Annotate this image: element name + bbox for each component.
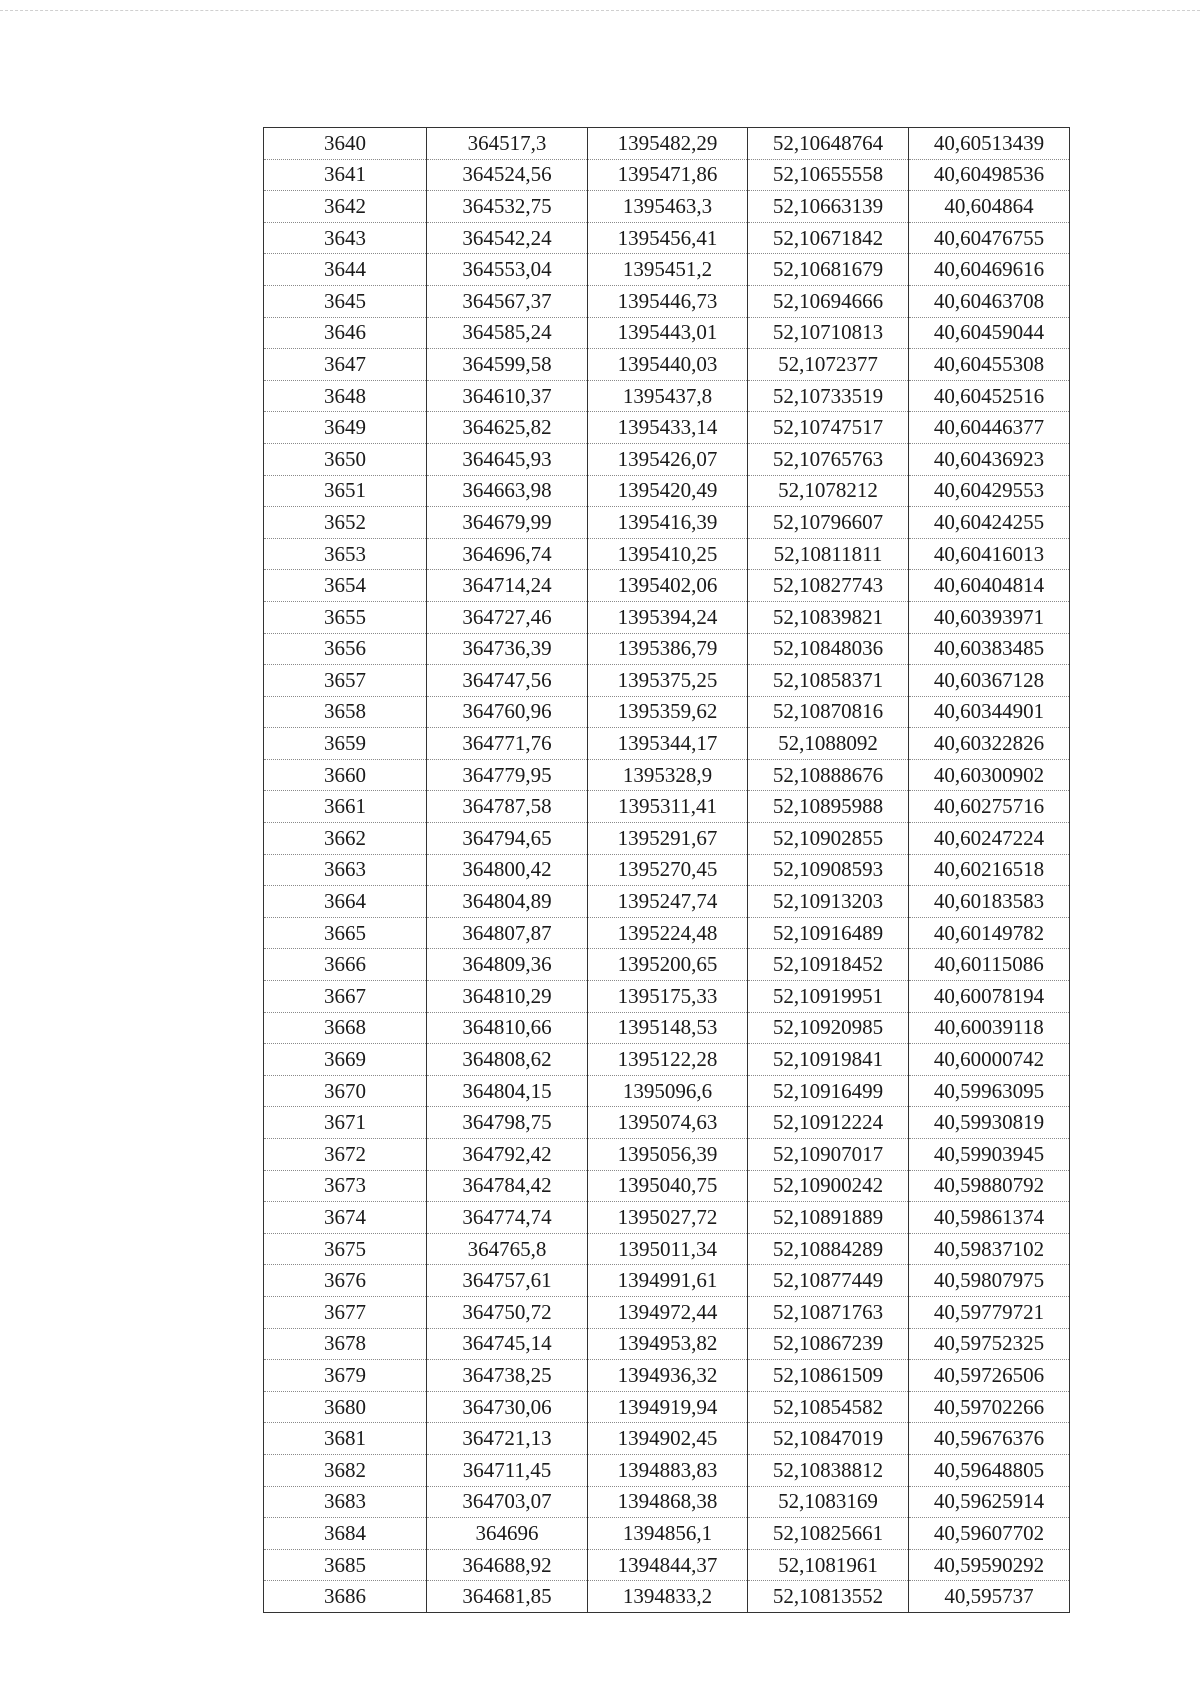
point-number-cell: 3668	[264, 1012, 427, 1044]
y-coordinate-cell: 1395416,39	[588, 507, 748, 539]
longitude-cell: 40,60498536	[909, 159, 1070, 191]
table-row	[264, 317, 1070, 349]
point-number-cell: 3682	[264, 1454, 427, 1486]
y-coordinate-cell: 1395402,06	[588, 570, 748, 602]
point-number-cell: 3643	[264, 222, 427, 254]
y-coordinate-cell: 1395471,86	[588, 159, 748, 191]
latitude-cell: 52,10913203	[748, 886, 909, 918]
latitude-cell: 52,10839821	[748, 601, 909, 633]
x-coordinate-cell: 364681,85	[427, 1581, 588, 1613]
longitude-cell: 40,60469616	[909, 254, 1070, 286]
point-number-cell: 3681	[264, 1423, 427, 1455]
point-number-cell: 3660	[264, 759, 427, 791]
latitude-cell: 52,10870816	[748, 696, 909, 728]
table-row	[264, 538, 1070, 570]
coordinates-table	[263, 127, 1070, 1613]
table-row	[264, 1296, 1070, 1328]
latitude-cell: 52,10895988	[748, 791, 909, 823]
point-number-cell: 3673	[264, 1170, 427, 1202]
point-number-cell: 3658	[264, 696, 427, 728]
point-number-cell: 3677	[264, 1296, 427, 1328]
point-number-cell: 3659	[264, 728, 427, 760]
point-number-cell: 3650	[264, 443, 427, 475]
longitude-cell: 40,59963095	[909, 1075, 1070, 1107]
longitude-cell: 40,60247224	[909, 823, 1070, 855]
x-coordinate-cell: 364792,42	[427, 1139, 588, 1171]
longitude-cell: 40,59607702	[909, 1518, 1070, 1550]
longitude-cell: 40,60216518	[909, 854, 1070, 886]
table-row	[264, 1549, 1070, 1581]
table-row	[264, 128, 1070, 160]
longitude-cell: 40,60039118	[909, 1012, 1070, 1044]
x-coordinate-cell: 364663,98	[427, 475, 588, 507]
y-coordinate-cell: 1395200,65	[588, 949, 748, 981]
longitude-cell: 40,60455308	[909, 349, 1070, 381]
latitude-cell: 52,10825661	[748, 1518, 909, 1550]
longitude-cell: 40,59880792	[909, 1170, 1070, 1202]
latitude-cell: 52,10919951	[748, 981, 909, 1013]
table-row	[264, 1233, 1070, 1265]
y-coordinate-cell: 1395443,01	[588, 317, 748, 349]
latitude-cell: 52,1078212	[748, 475, 909, 507]
y-coordinate-cell: 1395456,41	[588, 222, 748, 254]
latitude-cell: 52,10694666	[748, 285, 909, 317]
table-row	[264, 1423, 1070, 1455]
point-number-cell: 3672	[264, 1139, 427, 1171]
x-coordinate-cell: 364810,66	[427, 1012, 588, 1044]
table-row	[264, 412, 1070, 444]
x-coordinate-cell: 364794,65	[427, 823, 588, 855]
longitude-cell: 40,59903945	[909, 1139, 1070, 1171]
y-coordinate-cell: 1394844,37	[588, 1549, 748, 1581]
longitude-cell: 40,60367128	[909, 665, 1070, 697]
longitude-cell: 40,59807975	[909, 1265, 1070, 1297]
point-number-cell: 3649	[264, 412, 427, 444]
longitude-cell: 40,60393971	[909, 601, 1070, 633]
y-coordinate-cell: 1395040,75	[588, 1170, 748, 1202]
latitude-cell: 52,10902855	[748, 823, 909, 855]
point-number-cell: 3667	[264, 981, 427, 1013]
longitude-cell: 40,60275716	[909, 791, 1070, 823]
x-coordinate-cell: 364765,8	[427, 1233, 588, 1265]
point-number-cell: 3656	[264, 633, 427, 665]
x-coordinate-cell: 364730,06	[427, 1391, 588, 1423]
latitude-cell: 52,10854582	[748, 1391, 909, 1423]
point-number-cell: 3641	[264, 159, 427, 191]
point-number-cell: 3640	[264, 128, 427, 160]
y-coordinate-cell: 1395446,73	[588, 285, 748, 317]
point-number-cell: 3648	[264, 380, 427, 412]
table-row	[264, 696, 1070, 728]
point-number-cell: 3655	[264, 601, 427, 633]
latitude-cell: 52,10918452	[748, 949, 909, 981]
table-row	[264, 854, 1070, 886]
longitude-cell: 40,60452516	[909, 380, 1070, 412]
table-row	[264, 759, 1070, 791]
table-row	[264, 507, 1070, 539]
table-row	[264, 1454, 1070, 1486]
table-row	[264, 570, 1070, 602]
table-row	[264, 191, 1070, 223]
longitude-cell: 40,59861374	[909, 1202, 1070, 1234]
point-number-cell: 3684	[264, 1518, 427, 1550]
latitude-cell: 52,10891889	[748, 1202, 909, 1234]
y-coordinate-cell: 1395027,72	[588, 1202, 748, 1234]
longitude-cell: 40,59837102	[909, 1233, 1070, 1265]
latitude-cell: 52,1088092	[748, 728, 909, 760]
latitude-cell: 52,1081961	[748, 1549, 909, 1581]
longitude-cell: 40,59726506	[909, 1360, 1070, 1392]
point-number-cell: 3669	[264, 1044, 427, 1076]
x-coordinate-cell: 364809,36	[427, 949, 588, 981]
latitude-cell: 52,10796607	[748, 507, 909, 539]
latitude-cell: 52,10710813	[748, 317, 909, 349]
y-coordinate-cell: 1395270,45	[588, 854, 748, 886]
point-number-cell: 3642	[264, 191, 427, 223]
y-coordinate-cell: 1395375,25	[588, 665, 748, 697]
longitude-cell: 40,60459044	[909, 317, 1070, 349]
y-coordinate-cell: 1394919,94	[588, 1391, 748, 1423]
y-coordinate-cell: 1395426,07	[588, 443, 748, 475]
latitude-cell: 52,10827743	[748, 570, 909, 602]
x-coordinate-cell: 364714,24	[427, 570, 588, 602]
x-coordinate-cell: 364599,58	[427, 349, 588, 381]
table-row	[264, 1044, 1070, 1076]
x-coordinate-cell: 364798,75	[427, 1107, 588, 1139]
point-number-cell: 3683	[264, 1486, 427, 1518]
longitude-cell: 40,59648805	[909, 1454, 1070, 1486]
latitude-cell: 52,10871763	[748, 1296, 909, 1328]
y-coordinate-cell: 1395011,34	[588, 1233, 748, 1265]
table-row	[264, 728, 1070, 760]
longitude-cell: 40,60300902	[909, 759, 1070, 791]
x-coordinate-cell: 364774,74	[427, 1202, 588, 1234]
latitude-cell: 52,10919841	[748, 1044, 909, 1076]
y-coordinate-cell: 1395096,6	[588, 1075, 748, 1107]
point-number-cell: 3644	[264, 254, 427, 286]
x-coordinate-cell: 364738,25	[427, 1360, 588, 1392]
y-coordinate-cell: 1394856,1	[588, 1518, 748, 1550]
point-number-cell: 3674	[264, 1202, 427, 1234]
y-coordinate-cell: 1395344,17	[588, 728, 748, 760]
longitude-cell: 40,60513439	[909, 128, 1070, 160]
x-coordinate-cell: 364721,13	[427, 1423, 588, 1455]
x-coordinate-cell: 364800,42	[427, 854, 588, 886]
longitude-cell: 40,60000742	[909, 1044, 1070, 1076]
y-coordinate-cell: 1394833,2	[588, 1581, 748, 1613]
y-coordinate-cell: 1395440,03	[588, 349, 748, 381]
longitude-cell: 40,60322826	[909, 728, 1070, 760]
table-row	[264, 443, 1070, 475]
point-number-cell: 3670	[264, 1075, 427, 1107]
latitude-cell: 52,10912224	[748, 1107, 909, 1139]
x-coordinate-cell: 364757,61	[427, 1265, 588, 1297]
y-coordinate-cell: 1394883,83	[588, 1454, 748, 1486]
point-number-cell: 3679	[264, 1360, 427, 1392]
table-row	[264, 254, 1070, 286]
latitude-cell: 52,10655558	[748, 159, 909, 191]
longitude-cell: 40,604864	[909, 191, 1070, 223]
x-coordinate-cell: 364810,29	[427, 981, 588, 1013]
scan-top-edge	[0, 10, 1200, 11]
point-number-cell: 3671	[264, 1107, 427, 1139]
x-coordinate-cell: 364807,87	[427, 917, 588, 949]
longitude-cell: 40,60383485	[909, 633, 1070, 665]
longitude-cell: 40,60463708	[909, 285, 1070, 317]
x-coordinate-cell: 364727,46	[427, 601, 588, 633]
point-number-cell: 3651	[264, 475, 427, 507]
latitude-cell: 52,1072377	[748, 349, 909, 381]
point-number-cell: 3646	[264, 317, 427, 349]
y-coordinate-cell: 1395148,53	[588, 1012, 748, 1044]
x-coordinate-cell: 364688,92	[427, 1549, 588, 1581]
point-number-cell: 3657	[264, 665, 427, 697]
longitude-cell: 40,60416013	[909, 538, 1070, 570]
latitude-cell: 52,1083169	[748, 1486, 909, 1518]
longitude-cell: 40,59590292	[909, 1549, 1070, 1581]
x-coordinate-cell: 364745,14	[427, 1328, 588, 1360]
y-coordinate-cell: 1395420,49	[588, 475, 748, 507]
table-row	[264, 1391, 1070, 1423]
longitude-cell: 40,60404814	[909, 570, 1070, 602]
x-coordinate-cell: 364517,3	[427, 128, 588, 160]
y-coordinate-cell: 1394936,32	[588, 1360, 748, 1392]
table-row	[264, 159, 1070, 191]
longitude-cell: 40,60424255	[909, 507, 1070, 539]
y-coordinate-cell: 1394902,45	[588, 1423, 748, 1455]
table-row	[264, 665, 1070, 697]
table-row	[264, 823, 1070, 855]
table-row	[264, 1012, 1070, 1044]
y-coordinate-cell: 1395359,62	[588, 696, 748, 728]
y-coordinate-cell: 1395175,33	[588, 981, 748, 1013]
y-coordinate-cell: 1395463,3	[588, 191, 748, 223]
table-row	[264, 1075, 1070, 1107]
x-coordinate-cell: 364679,99	[427, 507, 588, 539]
x-coordinate-cell: 364542,24	[427, 222, 588, 254]
point-number-cell: 3652	[264, 507, 427, 539]
point-number-cell: 3676	[264, 1265, 427, 1297]
x-coordinate-cell: 364567,37	[427, 285, 588, 317]
point-number-cell: 3665	[264, 917, 427, 949]
table-row	[264, 222, 1070, 254]
table-row	[264, 1486, 1070, 1518]
latitude-cell: 52,10907017	[748, 1139, 909, 1171]
table-row	[264, 1360, 1070, 1392]
y-coordinate-cell: 1394991,61	[588, 1265, 748, 1297]
x-coordinate-cell: 364703,07	[427, 1486, 588, 1518]
latitude-cell: 52,10916499	[748, 1075, 909, 1107]
longitude-cell: 40,60183583	[909, 886, 1070, 918]
point-number-cell: 3662	[264, 823, 427, 855]
x-coordinate-cell: 364711,45	[427, 1454, 588, 1486]
longitude-cell: 40,60446377	[909, 412, 1070, 444]
table-row	[264, 1139, 1070, 1171]
longitude-cell: 40,60344901	[909, 696, 1070, 728]
x-coordinate-cell: 364696	[427, 1518, 588, 1550]
latitude-cell: 52,10920985	[748, 1012, 909, 1044]
y-coordinate-cell: 1395291,67	[588, 823, 748, 855]
point-number-cell: 3645	[264, 285, 427, 317]
latitude-cell: 52,10733519	[748, 380, 909, 412]
y-coordinate-cell: 1395247,74	[588, 886, 748, 918]
table-row	[264, 1107, 1070, 1139]
x-coordinate-cell: 364553,04	[427, 254, 588, 286]
longitude-cell: 40,60149782	[909, 917, 1070, 949]
y-coordinate-cell: 1395122,28	[588, 1044, 748, 1076]
longitude-cell: 40,60115086	[909, 949, 1070, 981]
table-body	[264, 128, 1070, 1613]
x-coordinate-cell: 364784,42	[427, 1170, 588, 1202]
point-number-cell: 3686	[264, 1581, 427, 1613]
x-coordinate-cell: 364804,15	[427, 1075, 588, 1107]
x-coordinate-cell: 364736,39	[427, 633, 588, 665]
y-coordinate-cell: 1395224,48	[588, 917, 748, 949]
table-row	[264, 285, 1070, 317]
latitude-cell: 52,10813552	[748, 1581, 909, 1613]
longitude-cell: 40,595737	[909, 1581, 1070, 1613]
x-coordinate-cell: 364771,76	[427, 728, 588, 760]
y-coordinate-cell: 1395386,79	[588, 633, 748, 665]
table-row	[264, 981, 1070, 1013]
x-coordinate-cell: 364779,95	[427, 759, 588, 791]
latitude-cell: 52,10877449	[748, 1265, 909, 1297]
table-row	[264, 601, 1070, 633]
latitude-cell: 52,10888676	[748, 759, 909, 791]
y-coordinate-cell: 1394868,38	[588, 1486, 748, 1518]
table-row	[264, 633, 1070, 665]
latitude-cell: 52,10848036	[748, 633, 909, 665]
x-coordinate-cell: 364610,37	[427, 380, 588, 412]
point-number-cell: 3680	[264, 1391, 427, 1423]
point-number-cell: 3647	[264, 349, 427, 381]
point-number-cell: 3678	[264, 1328, 427, 1360]
latitude-cell: 52,10847019	[748, 1423, 909, 1455]
x-coordinate-cell: 364532,75	[427, 191, 588, 223]
y-coordinate-cell: 1395311,41	[588, 791, 748, 823]
longitude-cell: 40,59752325	[909, 1328, 1070, 1360]
y-coordinate-cell: 1394953,82	[588, 1328, 748, 1360]
table-row	[264, 917, 1070, 949]
latitude-cell: 52,10663139	[748, 191, 909, 223]
y-coordinate-cell: 1395482,29	[588, 128, 748, 160]
latitude-cell: 52,10861509	[748, 1360, 909, 1392]
longitude-cell: 40,60436923	[909, 443, 1070, 475]
point-number-cell: 3663	[264, 854, 427, 886]
longitude-cell: 40,59702266	[909, 1391, 1070, 1423]
y-coordinate-cell: 1395074,63	[588, 1107, 748, 1139]
point-number-cell: 3661	[264, 791, 427, 823]
y-coordinate-cell: 1395410,25	[588, 538, 748, 570]
point-number-cell: 3666	[264, 949, 427, 981]
table-row	[264, 949, 1070, 981]
y-coordinate-cell: 1395394,24	[588, 601, 748, 633]
point-number-cell: 3675	[264, 1233, 427, 1265]
point-number-cell: 3664	[264, 886, 427, 918]
longitude-cell: 40,60476755	[909, 222, 1070, 254]
latitude-cell: 52,10858371	[748, 665, 909, 697]
y-coordinate-cell: 1395451,2	[588, 254, 748, 286]
y-coordinate-cell: 1395437,8	[588, 380, 748, 412]
latitude-cell: 52,10671842	[748, 222, 909, 254]
x-coordinate-cell: 364750,72	[427, 1296, 588, 1328]
x-coordinate-cell: 364804,89	[427, 886, 588, 918]
table-row	[264, 886, 1070, 918]
point-number-cell: 3653	[264, 538, 427, 570]
table-row	[264, 1518, 1070, 1550]
y-coordinate-cell: 1395433,14	[588, 412, 748, 444]
latitude-cell: 52,10884289	[748, 1233, 909, 1265]
latitude-cell: 52,10916489	[748, 917, 909, 949]
longitude-cell: 40,59930819	[909, 1107, 1070, 1139]
longitude-cell: 40,59676376	[909, 1423, 1070, 1455]
latitude-cell: 52,10900242	[748, 1170, 909, 1202]
latitude-cell: 52,10747517	[748, 412, 909, 444]
y-coordinate-cell: 1394972,44	[588, 1296, 748, 1328]
longitude-cell: 40,60429553	[909, 475, 1070, 507]
latitude-cell: 52,10648764	[748, 128, 909, 160]
latitude-cell: 52,10811811	[748, 538, 909, 570]
table-row	[264, 1581, 1070, 1613]
table-row	[264, 380, 1070, 412]
table-row	[264, 1328, 1070, 1360]
x-coordinate-cell: 364625,82	[427, 412, 588, 444]
latitude-cell: 52,10908593	[748, 854, 909, 886]
latitude-cell: 52,10681679	[748, 254, 909, 286]
table-row	[264, 1202, 1070, 1234]
table-row	[264, 475, 1070, 507]
longitude-cell: 40,59779721	[909, 1296, 1070, 1328]
x-coordinate-cell: 364585,24	[427, 317, 588, 349]
x-coordinate-cell: 364696,74	[427, 538, 588, 570]
x-coordinate-cell: 364645,93	[427, 443, 588, 475]
longitude-cell: 40,60078194	[909, 981, 1070, 1013]
y-coordinate-cell: 1395328,9	[588, 759, 748, 791]
table-row	[264, 349, 1070, 381]
table-row	[264, 1170, 1070, 1202]
point-number-cell: 3654	[264, 570, 427, 602]
x-coordinate-cell: 364524,56	[427, 159, 588, 191]
longitude-cell: 40,59625914	[909, 1486, 1070, 1518]
latitude-cell: 52,10765763	[748, 443, 909, 475]
latitude-cell: 52,10838812	[748, 1454, 909, 1486]
table-row	[264, 1265, 1070, 1297]
y-coordinate-cell: 1395056,39	[588, 1139, 748, 1171]
x-coordinate-cell: 364760,96	[427, 696, 588, 728]
table-row	[264, 791, 1070, 823]
latitude-cell: 52,10867239	[748, 1328, 909, 1360]
x-coordinate-cell: 364747,56	[427, 665, 588, 697]
x-coordinate-cell: 364808,62	[427, 1044, 588, 1076]
x-coordinate-cell: 364787,58	[427, 791, 588, 823]
point-number-cell: 3685	[264, 1549, 427, 1581]
